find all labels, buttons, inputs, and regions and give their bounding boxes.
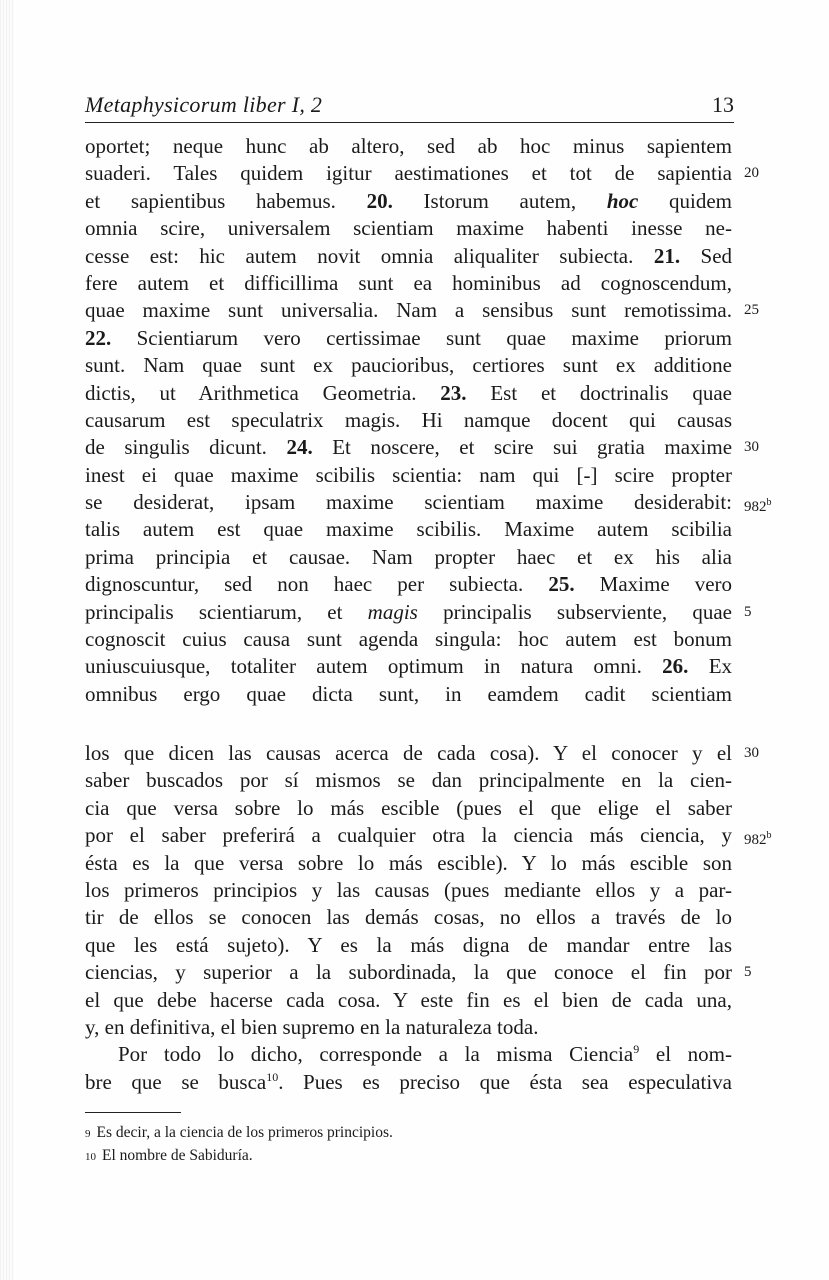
spanish-line: que les está sujeto). Y es la más digna de mandar entre las (85, 932, 732, 957)
latin-line: sunt. Nam quae sunt ex paucioribus, certiores sunt ex additione (85, 353, 732, 378)
latin-line: dictis, ut Arithmetica Geometria. 23. Est et doctrinalis quae (85, 380, 732, 405)
spanish-line: Por todo lo dicho, corresponde a la misma Ciencia$^9$ el nom- (118, 1042, 733, 1067)
footnote: 10 El nombre de Sabiduría. (85, 1147, 253, 1164)
spanish-line: por el saber preferirá a cualquier otra la ciencia más ciencia, y 982$^b$ (85, 822, 732, 849)
scan-edge-texture (0, 0, 14, 1280)
latin-line: omnibus ergo quae dicta sunt, in eamdem cadit scientiam (85, 681, 732, 706)
section-number: 25. (548, 572, 575, 597)
footnotes (85, 1122, 725, 1168)
section-number: 21. (653, 243, 681, 268)
line-number: 5 (744, 603, 752, 620)
latin-line: dignoscuntur, sed non haec per subiecta. 25. Maxime vero (85, 572, 733, 597)
line-number: 982$^b$ (744, 830, 772, 849)
running-header (85, 92, 734, 123)
footnote: 9 Es decir, a la ciencia de los primeros principios. (85, 1124, 393, 1141)
latin-line: 22. Scientiarum vero certissimae sunt quae maxime priorum (85, 325, 733, 350)
latin-line: suaderi. Tales quidem igitur aestimationes et tot de sapientia 20 (85, 160, 732, 187)
section-number: 22. (85, 325, 112, 350)
spanish-line: tir de ellos se conocen las demás cosas, no ellos a través de lo (85, 905, 732, 930)
footnote-ref[interactable]: 9 (633, 1042, 640, 1057)
latin-line: causarum est speculatrix magis. Hi namque docent qui causas (85, 407, 732, 432)
line-number: 5 (744, 964, 752, 981)
latin-line: principalis scientiarum, et magis principalis subserviente, quae 5 (85, 599, 732, 626)
latin-line: se desiderat, ipsam maxime scientiam maxime desiderabit: 982$^b$ (85, 489, 732, 516)
section-number: 23. (440, 380, 467, 405)
latin-line: fere autem et difficillima sunt ea hominibus ad cognoscendum, (85, 270, 732, 295)
section-number: 26. (662, 654, 689, 679)
latin-line: de singulis dicunt. 24. Et noscere, et scire sui gratia maxime 30 (85, 434, 732, 461)
page-number: 13 (712, 92, 734, 117)
latin-line: cognoscit cuius causa sunt agenda singula: hoc autem est bonum (85, 627, 732, 652)
line-number: 25 (744, 302, 759, 319)
line-number: 30 (744, 745, 759, 761)
line-number: 20 (744, 165, 759, 182)
spanish-line: cia que versa sobre lo más escible (pues el que elige el saber (85, 795, 732, 820)
spanish-line: y, en definitiva, el bien supremo en la naturaleza toda. (85, 1014, 539, 1039)
latin-line: oportet; neque hunc ab altero, sed ab hoc minus sapientem (85, 134, 732, 158)
spanish-line: los primeros principios y las causas (pues mediante ellos y a par- (85, 877, 732, 902)
spanish-line: saber buscados por sí mismos se dan principalmente en la cien- (85, 768, 732, 793)
latin-text-block (85, 133, 772, 708)
footnote-divider (85, 1112, 181, 1113)
spanish-line: el que debe hacerse cada cosa. Y este fin es el bien de cada una, (85, 987, 732, 1012)
section-number: 24. (286, 435, 313, 460)
latin-line: inest ei quae maxime scibilis scientia: nam qui [-] scire propter (85, 462, 732, 487)
line-number: 30 (744, 439, 759, 456)
latin-line: talis autem est quae maxime scibilis. Maxime autem scibilia (85, 517, 732, 542)
spanish-line: ésta es la que versa sobre lo más escible). Y lo más escible son (85, 850, 732, 875)
latin-line: quae maxime sunt universalia. Nam a sensibus sunt remotissima. 25 (85, 297, 732, 324)
spanish-line: ciencias, y superior a la subordinada, la que conoce el fin por 5 (85, 959, 732, 986)
spanish-line: bre que se busca$^{10}$. Pues es preciso que ésta sea especulativa (85, 1069, 732, 1094)
latin-line: cesse est: hic autem novit omnia aliqualiter subiecta. 21. Sed (85, 243, 733, 268)
latin-line: uniuscuiusque, totaliter autem optimum in natura omni. 26. Ex (85, 654, 733, 679)
section-number: 20. (366, 188, 393, 213)
latin-line: omnia scire, universalem scientiam maxime habenti inesse ne- (85, 216, 732, 241)
latin-line: prima principia et causae. Nam propter haec et ex his alia (85, 544, 732, 569)
spanish-text-block (85, 740, 772, 1096)
running-title: Metaphysicorum liber I, 2 (85, 92, 323, 117)
footnote-ref[interactable]: 10 (266, 1069, 279, 1084)
line-number: 982$^b$ (744, 497, 772, 516)
latin-line: et sapientibus habemus. 20. Istorum autem, hoc quidem (85, 188, 732, 213)
spanish-line: los que dicen las causas acerca de cada cosa). Y el conocer y el 30 (85, 740, 732, 767)
